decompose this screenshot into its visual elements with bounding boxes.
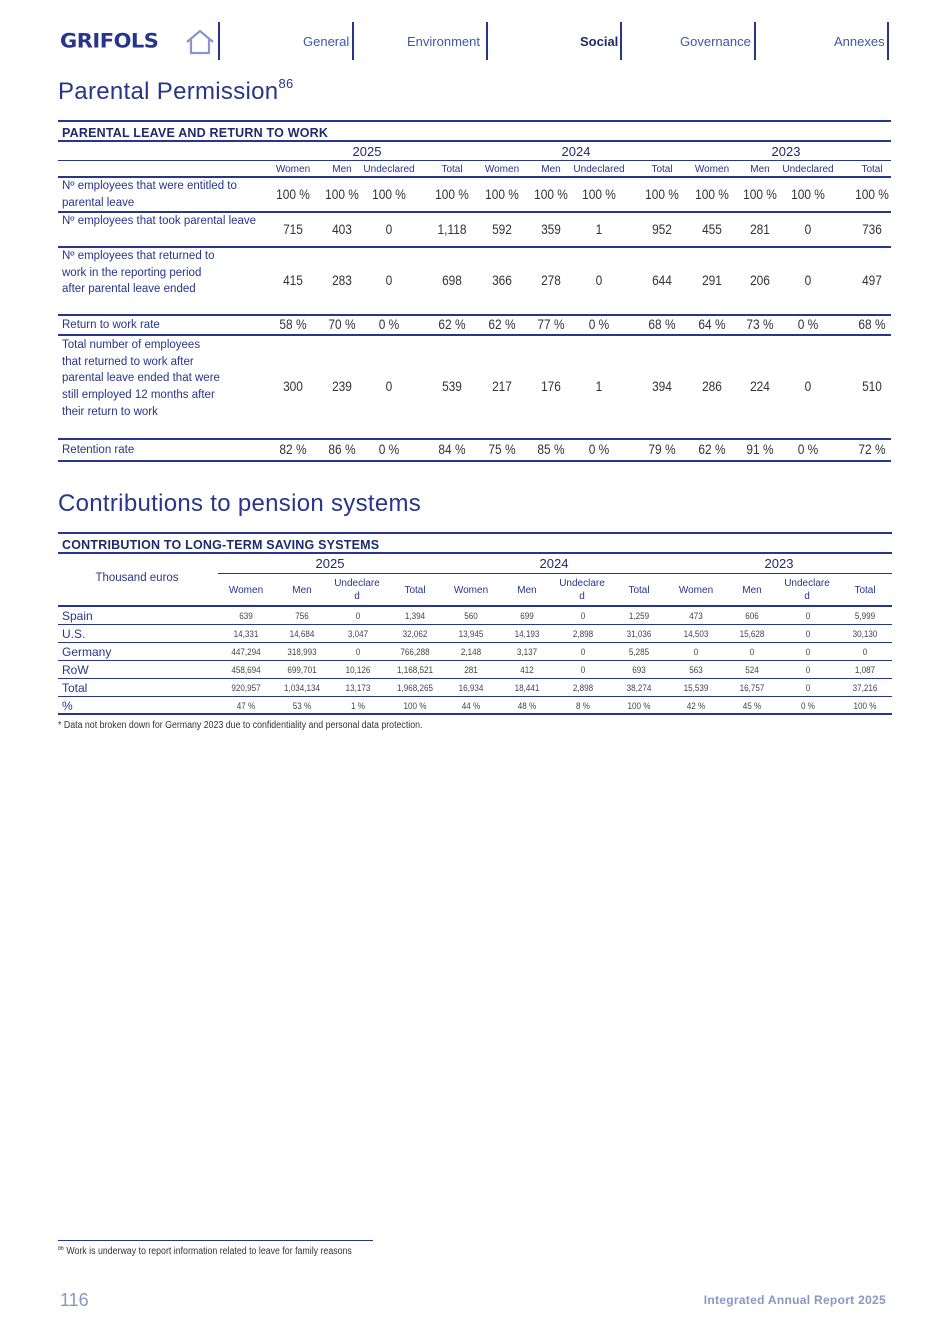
column-header: Women xyxy=(228,585,264,596)
table-cell: 539 xyxy=(442,378,462,394)
table-cell: 473 xyxy=(689,611,703,621)
table-cell: 3,047 xyxy=(347,629,369,639)
nav-annexes[interactable]: Annexes xyxy=(834,34,885,49)
column-header: Women xyxy=(453,585,489,596)
column-header: Undeclared xyxy=(782,164,834,175)
table-cell: 14,684 xyxy=(289,629,315,639)
table-cell: 0 % xyxy=(588,316,610,332)
column-header: Undeclare d xyxy=(334,578,380,602)
section-title-parental: Parental Permission$^{86}$ xyxy=(58,76,294,105)
column-header: Undeclared xyxy=(363,164,415,175)
column-header: Women xyxy=(694,164,730,175)
table-row xyxy=(58,643,892,661)
table-cell: 560 xyxy=(464,611,478,621)
table-note: * Data not broken down for Germany 2023 due to confidentiality and personal data protection. xyxy=(58,720,423,731)
table-cell: 0 xyxy=(595,272,603,288)
table-row xyxy=(58,607,892,625)
table-cell: 291 xyxy=(702,272,722,288)
table-cell: 0 xyxy=(385,220,393,237)
table-cell: 300 xyxy=(283,378,303,394)
table-cell: 592 xyxy=(492,220,512,237)
table-cell: 77 % xyxy=(537,316,565,332)
table-row xyxy=(58,178,891,213)
table-cell: 3,137 xyxy=(516,647,538,657)
table-header xyxy=(58,554,892,607)
table-cell: 8 % xyxy=(576,701,590,711)
table-cell: 1,168,521 xyxy=(396,665,434,675)
table-cell: 64 % xyxy=(698,316,726,332)
table-cell: 82 % xyxy=(279,441,307,457)
table-row xyxy=(58,440,891,462)
table-cell: 0 % xyxy=(797,441,819,457)
table-cell: 100 % xyxy=(743,185,777,202)
table-cell: 281 xyxy=(464,665,478,675)
table-cell: 100 % xyxy=(695,185,729,202)
row-label: Germany xyxy=(62,645,112,659)
table-cell: 73 % xyxy=(746,316,774,332)
home-icon[interactable] xyxy=(184,28,216,56)
table-cell: 0 xyxy=(805,611,811,621)
row-header-label: Thousand euros xyxy=(95,572,179,584)
table-cell: 13,945 xyxy=(458,629,484,639)
table-cell: 75 % xyxy=(488,441,516,457)
table-cell: 394 xyxy=(652,378,672,394)
grifols-logo[interactable]: GRIFOLS xyxy=(60,30,159,53)
footnote-ref[interactable]: 86 xyxy=(278,76,294,91)
row-label: Nº employees that were entitled to parental leave xyxy=(62,180,237,209)
row-label: Total xyxy=(62,681,88,695)
column-header: Women xyxy=(275,164,311,175)
table-cell: 0 xyxy=(862,647,868,657)
table-cell: 415 xyxy=(283,272,303,288)
table-cell: 0 xyxy=(805,647,811,657)
column-header: Total xyxy=(628,585,650,596)
table-cell: 0 xyxy=(385,378,393,394)
column-header: Total xyxy=(404,585,426,596)
column-header: Women xyxy=(484,164,520,175)
table-cell: 176 xyxy=(541,378,561,394)
table-cell: 100 % xyxy=(435,185,469,202)
row-label: Nº employees that returned to work in the reporting period after parental leave ended xyxy=(62,250,215,296)
page-number: 116 xyxy=(60,1290,89,1310)
nav-divider xyxy=(352,22,354,60)
table-row xyxy=(58,248,891,316)
column-header: Men xyxy=(541,164,561,175)
year-header: 2024 xyxy=(539,556,569,571)
footnote-divider xyxy=(58,1240,373,1241)
year-header: 2025 xyxy=(352,144,382,159)
table-cell: 53 % xyxy=(292,701,312,711)
nav-divider xyxy=(754,22,756,60)
table-cell: 281 xyxy=(750,220,770,237)
table-cell: 0 xyxy=(805,629,811,639)
section-title-pension: Contributions to pension systems xyxy=(58,490,422,517)
row-label: RoW xyxy=(62,663,89,677)
table-cell: 100 % xyxy=(485,185,519,202)
table-cell: 2,898 xyxy=(572,683,594,693)
table-row xyxy=(58,661,892,679)
year-header: 2023 xyxy=(764,556,794,571)
year-header: 2024 xyxy=(561,144,591,159)
table-cell: 524 xyxy=(745,665,759,675)
table-cell: 32,062 xyxy=(402,629,428,639)
nav-divider xyxy=(620,22,622,60)
table-cell: 2,148 xyxy=(460,647,482,657)
table-cell: 68 % xyxy=(858,316,886,332)
table-cell: 100 % xyxy=(372,185,406,202)
footnote: $^{86}$ Work is underway to report information related to leave for family reasons xyxy=(58,1246,352,1257)
table-cell: 5,999 xyxy=(854,611,876,621)
row-label: % xyxy=(62,699,73,713)
table-row xyxy=(58,697,892,715)
table-cell: 606 xyxy=(745,611,759,621)
table-cell: 10,126 xyxy=(345,665,371,675)
nav-social[interactable]: Social xyxy=(580,34,619,49)
table-cell: 0 xyxy=(355,611,361,621)
table-row xyxy=(58,679,892,697)
table-cell: 766,288 xyxy=(400,647,430,657)
table-cell: 1,968,265 xyxy=(396,683,434,693)
table-cell: 644 xyxy=(652,272,672,288)
table-cell: 278 xyxy=(541,272,561,288)
sub-header-row xyxy=(58,161,891,178)
row-label: U.S. xyxy=(62,627,86,641)
table-cell: 44 % xyxy=(461,701,481,711)
column-header: Undeclared xyxy=(573,164,625,175)
table-cell: 412 xyxy=(520,665,534,675)
column-header: Total xyxy=(651,164,673,175)
table-cell: 1 xyxy=(595,220,603,237)
table-cell: 86 % xyxy=(328,441,356,457)
table-cell: 0 xyxy=(385,272,393,288)
table-cell: 100 % xyxy=(325,185,359,202)
table-row xyxy=(58,213,891,248)
year-header-row xyxy=(58,142,891,161)
table-cell: 224 xyxy=(750,378,770,394)
table-cell: 359 xyxy=(541,220,561,237)
table-cell: 239 xyxy=(332,378,352,394)
table-cell: 0 xyxy=(693,647,699,657)
table-row xyxy=(58,336,891,440)
nav-divider xyxy=(486,22,488,60)
table-cell: 18,441 xyxy=(514,683,540,693)
table-cell: 1 % xyxy=(351,701,365,711)
table-cell: 37,216 xyxy=(852,683,878,693)
table-cell: 0 xyxy=(804,220,812,237)
table-cell: 699 xyxy=(520,611,534,621)
table-cell: 13,173 xyxy=(345,683,371,693)
table-cell: 0 xyxy=(804,272,812,288)
table-cell: 2,898 xyxy=(572,629,594,639)
table-cell: 0 % xyxy=(378,441,400,457)
table-cell: 318,993 xyxy=(287,647,317,657)
table-cell: 497 xyxy=(862,272,882,288)
table-cell: 16,757 xyxy=(739,683,765,693)
table-cell: 217 xyxy=(492,378,512,394)
pension-contributions-table xyxy=(58,532,892,715)
table-cell: 62 % xyxy=(488,316,516,332)
row-label: Total number of employees that returned to work after parental leave ended that were still employed 12 months after their return to work xyxy=(62,339,220,418)
table-cell: 0 xyxy=(804,378,812,394)
row-label: Spain xyxy=(62,609,93,623)
table-cell: 736 xyxy=(862,220,882,237)
table-row xyxy=(58,316,891,336)
table-cell: 100 % xyxy=(276,185,310,202)
table-cell: 447,294 xyxy=(231,647,261,657)
nav-general[interactable]: General xyxy=(303,34,350,49)
table-cell: 16,934 xyxy=(458,683,484,693)
table-cell: 283 xyxy=(332,272,352,288)
table-cell: 0 % xyxy=(797,316,819,332)
table-cell: 0 % xyxy=(378,316,400,332)
table-cell: 366 xyxy=(492,272,512,288)
table-cell: 31,036 xyxy=(626,629,652,639)
parental-leave-table xyxy=(58,120,891,462)
column-header: Total xyxy=(441,164,463,175)
table-cell: 0 xyxy=(355,647,361,657)
row-label: Nº employees that took parental leave xyxy=(62,215,257,227)
column-header: Men xyxy=(742,585,762,596)
table-cell: 206 xyxy=(750,272,770,288)
nav-environment[interactable]: Environment xyxy=(407,34,480,49)
table-title: PARENTAL LEAVE AND RETURN TO WORK xyxy=(58,120,891,142)
table-cell: 15,539 xyxy=(683,683,709,693)
table-cell: 100 % xyxy=(791,185,825,202)
table-cell: 510 xyxy=(862,378,882,394)
nav-divider xyxy=(218,22,220,60)
table-cell: 1 xyxy=(595,378,603,394)
table-cell: 639 xyxy=(239,611,253,621)
table-cell: 100 % xyxy=(853,701,877,711)
year-header: 2025 xyxy=(315,556,345,571)
table-cell: 47 % xyxy=(236,701,256,711)
table-cell: 14,503 xyxy=(683,629,709,639)
column-header: Men xyxy=(517,585,537,596)
table-cell: 403 xyxy=(332,220,352,237)
row-label: Return to work rate xyxy=(62,319,160,331)
table-cell: 920,957 xyxy=(231,683,261,693)
table-cell: 1,087 xyxy=(854,665,876,675)
table-cell: 58 % xyxy=(279,316,307,332)
table-cell: 79 % xyxy=(648,441,676,457)
table-cell: 563 xyxy=(689,665,703,675)
table-cell: 62 % xyxy=(698,441,726,457)
table-cell: 1,118 xyxy=(437,220,467,237)
table-cell: 286 xyxy=(702,378,722,394)
column-header: Men xyxy=(332,164,352,175)
nav-governance[interactable]: Governance xyxy=(680,34,751,49)
table-cell: 38,274 xyxy=(626,683,652,693)
table-cell: 1,259 xyxy=(628,611,650,621)
table-cell: 100 % xyxy=(534,185,568,202)
table-cell: 72 % xyxy=(858,441,886,457)
table-cell: 85 % xyxy=(537,441,565,457)
table-cell: 100 % xyxy=(582,185,616,202)
table-cell: 84 % xyxy=(438,441,466,457)
year-header: 2023 xyxy=(771,144,801,159)
table-cell: 48 % xyxy=(517,701,537,711)
table-cell: 0 xyxy=(580,665,586,675)
table-cell: 0 xyxy=(580,611,586,621)
column-header: Undeclare d xyxy=(559,578,605,602)
table-cell: 0 % xyxy=(588,441,610,457)
report-title: Integrated Annual Report 2025 xyxy=(703,1293,886,1307)
table-cell: 0 xyxy=(749,647,755,657)
table-cell: 756 xyxy=(295,611,309,621)
header-divider xyxy=(218,573,892,574)
table-cell: 0 xyxy=(580,647,586,657)
table-cell: 699,701 xyxy=(287,665,317,675)
table-title: CONTRIBUTION TO LONG-TERM SAVING SYSTEMS xyxy=(58,532,892,554)
table-cell: 68 % xyxy=(648,316,676,332)
column-header: Men xyxy=(292,585,312,596)
column-header: Undeclare d xyxy=(784,578,830,602)
table-cell: 1,034,134 xyxy=(283,683,321,693)
table-cell: 42 % xyxy=(686,701,706,711)
column-header: Total xyxy=(861,164,883,175)
table-cell: 15,628 xyxy=(739,629,765,639)
table-cell: 0 % xyxy=(801,701,815,711)
table-cell: 693 xyxy=(632,665,646,675)
table-cell: 91 % xyxy=(746,441,774,457)
table-cell: 30,130 xyxy=(852,629,878,639)
table-cell: 70 % xyxy=(328,316,356,332)
table-cell: 45 % xyxy=(742,701,762,711)
nav-divider xyxy=(887,22,889,60)
table-cell: 715 xyxy=(283,220,303,237)
row-label: Retention rate xyxy=(62,444,135,456)
table-cell: 100 % xyxy=(855,185,889,202)
table-cell: 458,694 xyxy=(231,665,261,675)
top-navigation xyxy=(0,0,950,70)
table-cell: 455 xyxy=(702,220,722,237)
table-cell: 100 % xyxy=(403,701,427,711)
table-cell: 952 xyxy=(652,220,672,237)
table-cell: 62 % xyxy=(438,316,466,332)
table-cell: 14,331 xyxy=(233,629,259,639)
column-header: Women xyxy=(678,585,714,596)
table-cell: 698 xyxy=(442,272,462,288)
table-cell: 5,285 xyxy=(628,647,650,657)
column-header: Total xyxy=(854,585,876,596)
table-cell: 1,394 xyxy=(404,611,426,621)
column-header: Men xyxy=(750,164,770,175)
table-cell: 0 xyxy=(805,683,811,693)
table-cell: 0 xyxy=(805,665,811,675)
table-cell: 100 % xyxy=(645,185,679,202)
table-row xyxy=(58,625,892,643)
table-cell: 100 % xyxy=(627,701,651,711)
table-cell: 14,193 xyxy=(514,629,540,639)
